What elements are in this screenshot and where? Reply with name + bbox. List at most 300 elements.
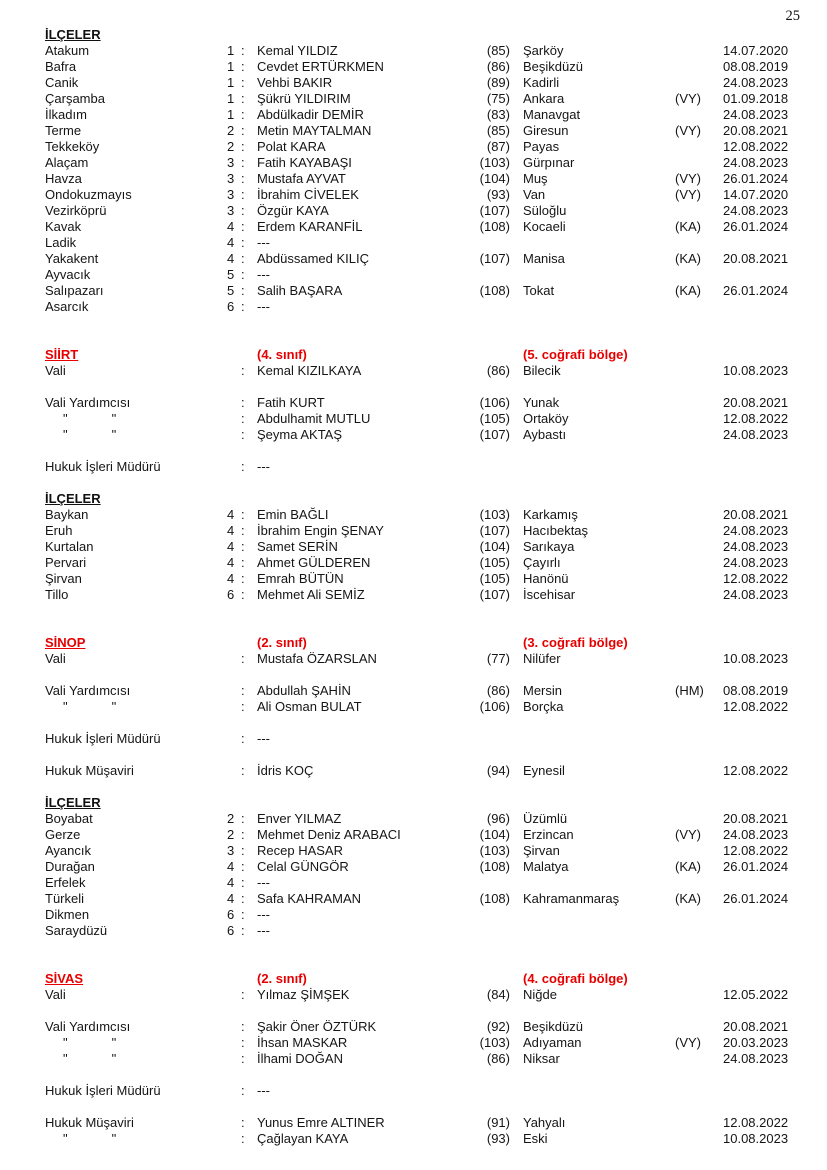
person-name-cell: İbrahim Engin ŞENAY [257,523,384,538]
district-row [45,203,800,219]
label-cell: Erfelek [45,875,86,890]
seniority-code-cell: (103) [479,843,510,858]
label-cell: Boyabat [45,811,93,826]
label-cell [45,1131,227,1147]
seniority-code-cell: (96) [486,811,510,826]
label-cell: Salıpazarı [45,283,104,298]
status-tag-cell: (KA) [675,891,701,906]
seniority-code-cell: (77) [486,651,510,666]
person-name-cell: --- [257,731,270,746]
person-name-cell: Fatih KAYABAŞI [257,155,352,170]
place-cell: Erzincan [523,827,574,842]
label-cell [45,427,227,443]
district-row [45,907,800,923]
person-name-cell: --- [257,267,270,282]
order-number-cell [227,651,257,667]
province-region-cell [523,347,675,363]
date-cell: 10.08.2023 [723,651,789,666]
order-number-cell [227,763,257,779]
order-number: 6 [227,907,235,922]
districts-heading: İLÇELER [45,491,101,506]
order-number-cell [227,59,257,75]
official-row [45,763,800,779]
colon: : [241,651,245,666]
order-number-cell [227,459,257,475]
label-cell: Hukuk İşleri Müdürü [45,1083,161,1098]
district-row [45,219,800,235]
label-cell: Vali Yardımcısı [45,395,131,410]
order-number-cell [227,139,257,155]
colon: : [241,139,245,154]
colon: : [241,395,245,410]
person-name-cell: --- [257,299,270,314]
label-cell: Ondokuzmayıs [45,187,132,202]
date-cell: 24.08.2023 [723,587,789,602]
label-cell [45,411,227,427]
section-gap [45,603,800,635]
label-cell: Hukuk İşleri Müdürü [45,731,161,746]
district-row [45,555,800,571]
seniority-code-cell: (94) [486,763,510,778]
place-cell: Manavgat [523,107,581,122]
label-cell: Vali Yardımcısı [45,683,131,698]
label-cell: Hukuk Müşaviri [45,1115,134,1130]
seniority-code-cell: (108) [479,219,510,234]
district-row [45,891,800,907]
date-cell: 10.08.2023 [723,1131,789,1146]
ditto-marks [45,1035,116,1051]
province-title: SİNOP [45,635,86,650]
label-cell: Bafra [45,59,77,74]
person-name-cell: Emrah BÜTÜN [257,571,344,586]
order-number: 4 [227,891,235,906]
date-cell: 24.08.2023 [723,1051,789,1066]
place-cell: Süloğlu [523,203,567,218]
colon: : [241,891,245,906]
place-cell: Adıyaman [523,1035,582,1050]
place-cell: Giresun [523,123,569,138]
order-number-cell [227,1035,257,1051]
person-name-cell: Abdüssamed KILIÇ [257,251,370,266]
province-title-cell [45,971,227,987]
status-tag-cell: (VY) [675,187,701,202]
seniority-code-cell: (86) [486,1051,510,1066]
date-cell: 14.07.2020 [723,43,789,58]
place-cell: Kahramanmaraş [523,891,620,906]
colon: : [241,587,245,602]
status-tag-cell: (VY) [675,171,701,186]
date-cell: 24.08.2023 [723,523,789,538]
province-heading-row [45,635,800,651]
seniority-code-cell: (107) [479,523,510,538]
district-row [45,251,800,267]
place-cell: Bilecik [523,363,561,378]
label-cell: İlkadım [45,107,87,122]
province-region-label: (5. coğrafi bölge) [523,347,628,362]
district-row [45,875,800,891]
order-number-cell [227,187,257,203]
colon: : [241,123,245,138]
label-cell: Pervari [45,555,87,570]
ditto-mark: " [111,1035,117,1050]
place-cell: Şirvan [523,843,560,858]
order-number: 3 [227,171,235,186]
label-cell: Tekkeköy [45,139,100,154]
colon: : [241,251,245,266]
province-region-cell [523,971,675,987]
place-cell: Kocaeli [523,219,566,234]
seniority-code-cell: (103) [479,507,510,522]
label-cell: Eruh [45,523,73,538]
colon: : [241,811,245,826]
order-number-cell [227,347,257,363]
ditto-mark: " [111,699,117,714]
date-cell: 12.08.2022 [723,411,789,426]
label-cell: Canik [45,75,79,90]
date-cell: 20.03.2023 [723,1035,789,1050]
order-number-cell [227,507,257,523]
official-row [45,683,800,699]
person-name-cell: Çağlayan KAYA [257,1131,349,1146]
colon: : [241,1115,245,1130]
ditto-mark: " [63,411,68,426]
colon: : [241,363,245,378]
seniority-code-cell: (93) [486,1131,510,1146]
place-cell: Niksar [523,1051,560,1066]
date-cell: 24.08.2023 [723,75,789,90]
order-number-cell [227,43,257,59]
order-number: 4 [227,219,235,234]
blank-row [45,443,800,459]
district-row [45,75,800,91]
label-cell: Hukuk Müşaviri [45,763,134,778]
person-name-cell: Yılmaz ŞİMŞEK [257,987,350,1002]
status-tag-cell: (KA) [675,219,701,234]
districts-heading: İLÇELER [45,795,101,810]
colon: : [241,427,245,442]
order-number: 1 [227,91,235,106]
district-row [45,171,800,187]
official-row [45,395,800,411]
district-row [45,235,800,251]
colon: : [241,1131,245,1146]
official-row [45,363,800,379]
colon: : [241,107,245,122]
province-class-label: (2. sınıf) [257,971,307,986]
order-number-cell [227,283,257,299]
district-row [45,523,800,539]
label-cell: Atakum [45,43,90,58]
label-cell: Durağan [45,859,95,874]
colon: : [241,187,245,202]
order-number: 2 [227,811,235,826]
province-region-label: (3. coğrafi bölge) [523,635,628,650]
place-cell: Ortaköy [523,411,569,426]
blank-row [45,379,800,395]
label-cell: Vali [45,987,66,1002]
colon: : [241,91,245,106]
colon: : [241,171,245,186]
order-number-cell [227,1131,257,1147]
seniority-code-cell: (89) [486,75,510,90]
order-number-cell [227,155,257,171]
place-cell: Payas [523,139,560,154]
order-number-cell [227,971,257,987]
colon: : [241,155,245,170]
date-cell: 14.07.2020 [723,187,789,202]
province-title: SİVAS [45,971,84,986]
person-name-cell: Abdülkadir DEMİR [257,107,364,122]
official-row [45,1083,800,1099]
colon: : [241,75,245,90]
colon: : [241,219,245,234]
order-number: 3 [227,187,235,202]
person-name-cell: Şükrü YILDIRIM [257,91,351,106]
seniority-code-cell: (85) [486,43,510,58]
colon: : [241,683,245,698]
person-name-cell: Yunus Emre ALTINER [257,1115,385,1130]
person-name-cell: Ahmet GÜLDEREN [257,555,371,570]
order-number-cell [227,251,257,267]
person-name-cell: Salih BAŞARA [257,283,343,298]
colon: : [241,843,245,858]
person-name-cell: İlhami DOĞAN [257,1051,343,1066]
colon: : [241,43,245,58]
person-name-cell: Mustafa ÖZARSLAN [257,651,377,666]
colon: : [241,1083,245,1098]
label-cell: Ladik [45,235,77,250]
date-cell: 20.08.2021 [723,811,789,826]
order-number-cell [227,635,257,651]
colon: : [241,555,245,570]
order-number: 4 [227,875,235,890]
label-cell: Vezirköprü [45,203,107,218]
order-number-cell [227,427,257,443]
place-cell: Muş [523,171,548,186]
blank-row [45,1099,800,1115]
place-cell: Şarköy [523,43,564,58]
order-number-cell [227,811,257,827]
place-cell: Niğde [523,987,557,1002]
person-name-cell: İhsan MASKAR [257,1035,348,1050]
colon: : [241,59,245,74]
ditto-mark: " [63,427,68,442]
order-number-cell [227,107,257,123]
district-row [45,539,800,555]
official-row [45,411,800,427]
colon: : [241,859,245,874]
official-row [45,1051,800,1067]
district-row [45,139,800,155]
official-row [45,459,800,475]
order-number-cell [227,123,257,139]
person-name-cell: --- [257,459,270,474]
colon: : [241,283,245,298]
date-cell: 24.08.2023 [723,107,789,122]
official-row [45,1115,800,1131]
colon: : [241,571,245,586]
seniority-code-cell: (107) [479,587,510,602]
date-cell: 10.08.2023 [723,363,789,378]
label-cell: Havza [45,171,82,186]
person-name-cell: Emin BAĞLI [257,507,329,522]
date-cell: 24.08.2023 [723,203,789,218]
place-cell: Hacıbektaş [523,523,589,538]
status-tag-cell: (KA) [675,251,701,266]
order-number-cell [227,1115,257,1131]
place-cell: Manisa [523,251,565,266]
person-name-cell: Şakir Öner ÖZTÜRK [257,1019,377,1034]
person-name-cell: --- [257,1083,270,1098]
date-cell: 12.08.2022 [723,1115,789,1130]
person-name-cell: Vehbi BAKIR [257,75,333,90]
person-name-cell: Erdem KARANFİL [257,219,363,234]
label-cell: Yakakent [45,251,99,266]
date-cell: 20.08.2021 [723,507,789,522]
seniority-code-cell: (84) [486,987,510,1002]
seniority-code-cell: (105) [479,555,510,570]
official-row [45,1019,800,1035]
label-cell: Asarcık [45,299,89,314]
order-number-cell [227,411,257,427]
order-number: 5 [227,283,235,298]
district-row [45,587,800,603]
province-title: SİİRT [45,347,79,362]
order-number-cell [227,843,257,859]
label-cell: Vali Yardımcısı [45,1019,131,1034]
date-cell: 24.08.2023 [723,155,789,170]
person-name-cell: İdris KOÇ [257,763,314,778]
order-number-cell [227,699,257,715]
place-cell: Yunak [523,395,560,410]
blank-row [45,779,800,795]
status-tag-cell: (VY) [675,91,701,106]
date-cell: 20.08.2021 [723,395,789,410]
order-number: 1 [227,59,235,74]
seniority-code-cell: (87) [486,139,510,154]
district-row [45,923,800,939]
date-cell: 24.08.2023 [723,555,789,570]
province-class-cell [257,347,478,363]
section-gap [45,939,800,971]
person-name-cell: Özgür KAYA [257,203,329,218]
person-name-cell: Recep HASAR [257,843,343,858]
colon: : [241,235,245,250]
colon: : [241,923,245,938]
place-cell: İscehisar [523,587,576,602]
province-heading-row [45,971,800,987]
order-number-cell [227,907,257,923]
colon: : [241,827,245,842]
district-row [45,811,800,827]
order-number-cell [227,587,257,603]
district-row [45,59,800,75]
colon: : [241,203,245,218]
seniority-code-cell: (83) [486,107,510,122]
order-number-cell [227,827,257,843]
colon: : [241,699,245,714]
official-row [45,987,800,1003]
order-number: 5 [227,267,235,282]
label-cell: Türkeli [45,891,85,906]
order-number: 4 [227,555,235,570]
ditto-marks [45,1051,116,1067]
official-row [45,651,800,667]
page-number: 25 [785,8,800,24]
district-row [45,187,800,203]
date-cell: 08.08.2019 [723,59,789,74]
seniority-code-cell: (103) [479,155,510,170]
seniority-code-cell: (86) [486,683,510,698]
date-cell: 01.09.2018 [723,91,789,106]
person-name-cell: Metin MAYTALMAN [257,123,372,138]
person-name-cell: --- [257,923,270,938]
official-row [45,699,800,715]
date-cell: 12.08.2022 [723,139,789,154]
seniority-code-cell: (91) [486,1115,510,1130]
place-cell: Eski [523,1131,548,1146]
seniority-code-cell: (105) [479,571,510,586]
province-title-cell [45,347,227,363]
date-cell: 26.01.2024 [723,171,789,186]
seniority-code-cell: (106) [479,699,510,714]
label-cell: Kurtalan [45,539,94,554]
order-number: 4 [227,507,235,522]
label-cell: Alaçam [45,155,89,170]
date-cell: 20.08.2021 [723,251,789,266]
place-cell: Çayırlı [523,555,561,570]
date-cell: 08.08.2019 [723,683,789,698]
seniority-code-cell: (104) [479,171,510,186]
order-number: 4 [227,571,235,586]
ditto-mark: " [111,411,117,426]
order-number: 4 [227,523,235,538]
person-name-cell: Abdullah ŞAHİN [257,683,351,698]
seniority-code-cell: (107) [479,427,510,442]
seniority-code-cell: (108) [479,283,510,298]
province-class-cell [257,635,478,651]
place-cell: Gürpınar [523,155,575,170]
label-cell [45,1035,227,1051]
order-number-cell [227,539,257,555]
label-cell: Çarşamba [45,91,105,106]
label-cell: Baykan [45,507,89,522]
status-tag-cell: (VY) [675,827,701,842]
blank-row [45,1003,800,1019]
district-row [45,283,800,299]
order-number-cell [227,859,257,875]
colon: : [241,507,245,522]
label-cell: Terme [45,123,82,138]
place-cell: Malatya [523,859,569,874]
seniority-code-cell: (86) [486,363,510,378]
seniority-code-cell: (86) [486,59,510,74]
ditto-mark: " [63,1131,68,1146]
place-cell: Ankara [523,91,565,106]
order-number-cell [227,363,257,379]
date-cell: 12.05.2022 [723,987,789,1002]
province-heading-row [45,347,800,363]
person-name-cell: Abdulhamit MUTLU [257,411,371,426]
status-tag-cell: (VY) [675,1035,701,1050]
districts-heading-row [45,27,800,43]
document-body [45,27,800,1147]
person-name-cell: Mustafa AYVAT [257,171,346,186]
order-number-cell [227,267,257,283]
person-name-cell: Şeyma AKTAŞ [257,427,343,442]
label-cell: Şirvan [45,571,82,586]
seniority-code-cell: (85) [486,123,510,138]
